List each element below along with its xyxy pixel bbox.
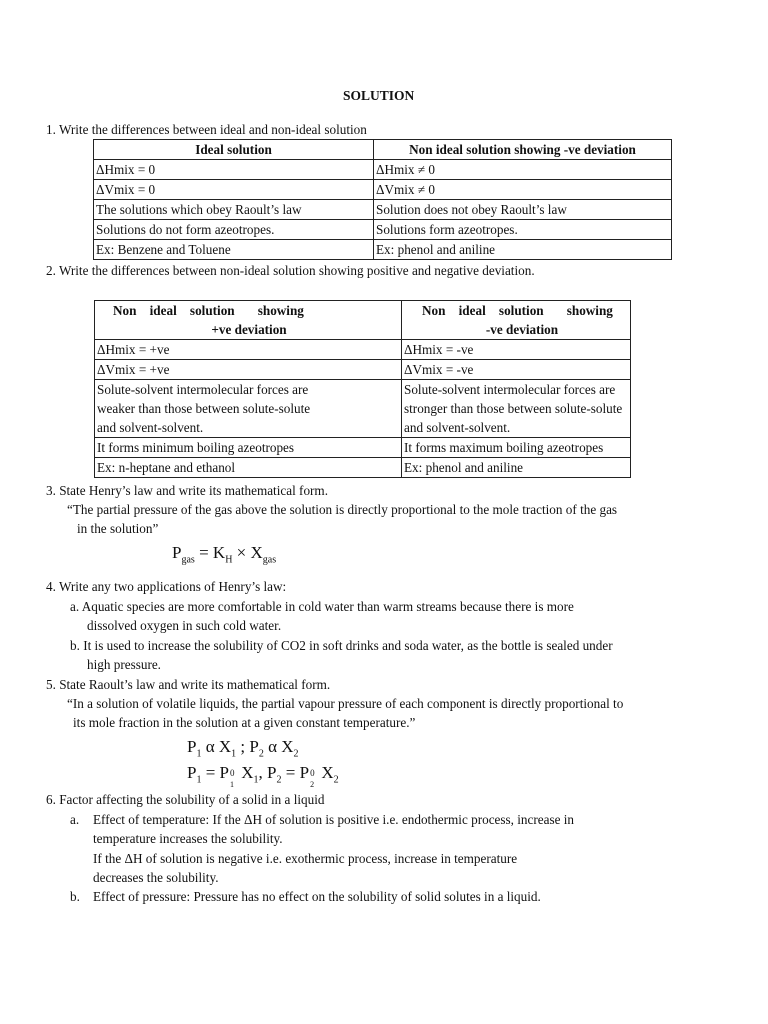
table-cell: ΔHmix = 0 xyxy=(94,160,374,180)
factor-a-text-cont: temperature increases the solubility. xyxy=(93,831,283,846)
application-a-cont: dissolved oxygen in such cold water. xyxy=(87,618,282,633)
table-cell: Ex: n-heptane and ethanol xyxy=(95,458,402,478)
factor-a-text: Effect of temperature: If the ΔH of solution is positive i.e. endothermic process, increase in xyxy=(93,812,575,827)
cell-line: weaker than those between solute-solute xyxy=(97,401,311,416)
factor-a-label: a. xyxy=(70,812,80,827)
raoult-law-statement: “In a solution of volatile liquids, the partial vapour pressure of each component is directly proportional to xyxy=(67,696,624,711)
factor-a-text-negative-cont: decreases the solubility. xyxy=(93,870,219,885)
table-header: Ideal solution xyxy=(94,140,374,160)
cell-line: stronger than those between solute-solute xyxy=(404,401,623,416)
application-a: a. Aquatic species are more comfortable in cold water than warm streams because there is more xyxy=(70,599,574,614)
factor-b-text: Effect of pressure: Pressure has no effect on the solubility of solid solutes in a liquid. xyxy=(93,889,541,904)
henry-law-formula: $P_{gas} = K_H \times X_{gas}$ xyxy=(172,543,277,566)
table-cell: Solutions form azeotropes. xyxy=(374,220,672,240)
cell-line: and solvent-solvent. xyxy=(404,420,511,435)
question-4: 4. Write any two applications of Henry’s law: xyxy=(46,579,287,594)
henry-law-statement: “The partial pressure of the gas above the solution is directly proportional to the mole traction of the gas xyxy=(67,502,618,517)
table-row xyxy=(94,240,672,260)
table-header xyxy=(402,301,631,340)
question-6: 6. Factor affecting the solubility of a solid in a liquid xyxy=(46,792,325,807)
table-header xyxy=(95,301,402,340)
factor-b-label: b. xyxy=(70,889,80,904)
application-b: b. It is used to increase the solubility of CO2 in soft drinks and soda water, as the bottle is sealed under xyxy=(70,638,613,653)
table-cell xyxy=(402,380,631,438)
table-cell xyxy=(95,380,402,438)
table-cell: Ex: Benzene and Toluene xyxy=(94,240,374,260)
table-cell: It forms maximum boiling azeotropes xyxy=(402,438,631,458)
table-row xyxy=(94,200,672,220)
table-cell: ΔHmix ≠ 0 xyxy=(374,160,672,180)
raoult-law-statement-cont: its mole fraction in the solution at a given constant temperature.” xyxy=(73,715,416,730)
factor-a-text-negative: If the ΔH of solution is negative i.e. exothermic process, increase in temperature xyxy=(93,851,518,866)
table-row xyxy=(95,458,631,478)
table-cell: ΔVmix = -ve xyxy=(402,360,631,380)
cell-line: and solvent-solvent. xyxy=(97,420,204,435)
question-3: 3. State Henry’s law and write its mathematical form. xyxy=(46,483,328,498)
table-header: Non ideal solution showing -ve deviation xyxy=(374,140,672,160)
table-row xyxy=(95,438,631,458)
table-row xyxy=(94,180,672,200)
raoult-formula-2: $P_1 = P$ 0 1 $X_1$, $P_2 = P$ 0 2 $X_2$ xyxy=(187,763,339,789)
table-row xyxy=(95,360,631,380)
page-title: SOLUTION xyxy=(343,88,415,103)
table-cell: It forms minimum boiling azeotropes xyxy=(95,438,402,458)
positive-vs-negative-table xyxy=(94,300,631,478)
header-line: -ve deviation xyxy=(485,322,559,337)
table-cell: The solutions which obey Raoult’s law xyxy=(94,200,374,220)
table-row xyxy=(94,160,672,180)
table-cell: Ex: phenol and aniline xyxy=(402,458,631,478)
table-row xyxy=(94,220,672,240)
table-cell: Solution does not obey Raoult’s law xyxy=(374,200,672,220)
table-cell: Ex: phenol and aniline xyxy=(374,240,672,260)
header-line: +ve deviation xyxy=(211,322,287,337)
table-cell: ΔVmix = 0 xyxy=(94,180,374,200)
henry-law-statement-cont: in the solution” xyxy=(77,521,159,536)
header-line: Non ideal solution showing xyxy=(422,303,613,318)
question-1: 1. Write the differences between ideal and non-ideal solution xyxy=(46,122,367,137)
question-5: 5. State Raoult’s law and write its mathematical form. xyxy=(46,677,331,692)
table-cell: ΔVmix = +ve xyxy=(95,360,402,380)
table-cell: ΔVmix ≠ 0 xyxy=(374,180,672,200)
table-cell: ΔHmix = +ve xyxy=(95,340,402,360)
ideal-vs-nonideal-table xyxy=(93,139,672,260)
raoult-formula-1: $P_1$ α $X_1$ ; $P_2$ α $X_2$ xyxy=(187,737,299,760)
question-2: 2. Write the differences between non-ideal solution showing positive and negative deviation. xyxy=(46,263,535,278)
header-line: Non ideal solution showing xyxy=(113,303,304,318)
table-row xyxy=(95,340,631,360)
table-cell: ΔHmix = -ve xyxy=(402,340,631,360)
cell-line: Solute-solvent intermolecular forces are xyxy=(404,382,616,397)
table-cell: Solutions do not form azeotropes. xyxy=(94,220,374,240)
cell-line: Solute-solvent intermolecular forces are xyxy=(97,382,309,397)
application-b-cont: high pressure. xyxy=(87,657,161,672)
table-row xyxy=(95,380,631,438)
